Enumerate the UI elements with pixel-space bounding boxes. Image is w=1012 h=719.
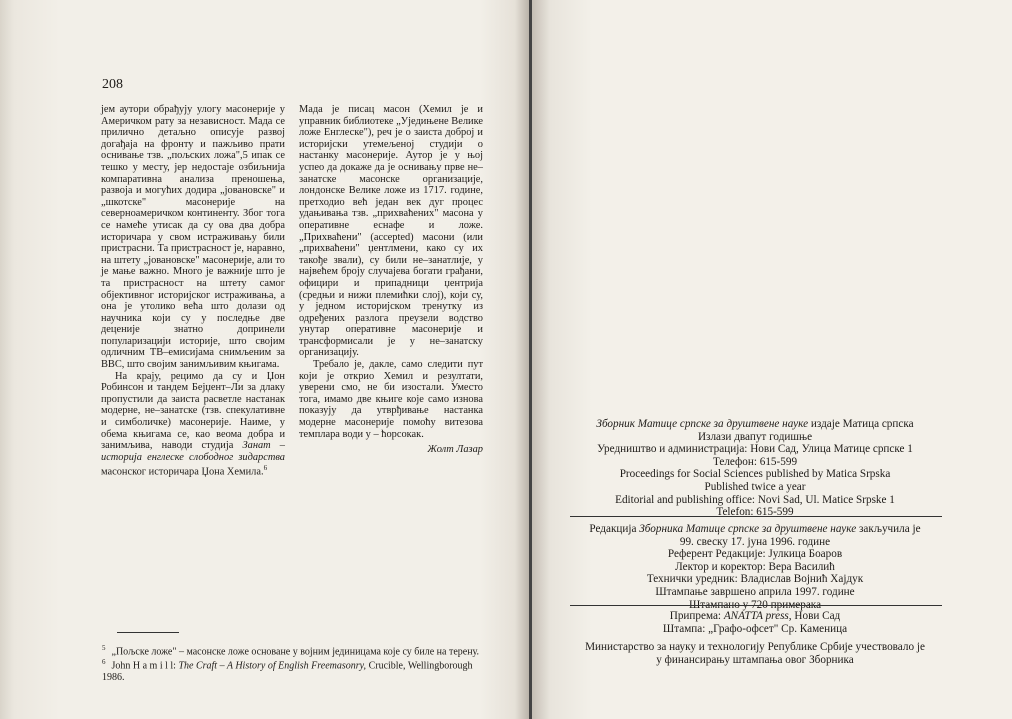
footnote-rule [117, 632, 179, 633]
colophon-editorial: Редакција Зборника Матице српске за друштвене науке закључила је 99. свеску 17. јуна 1996. године Референт Редакције: Јулкица Боаров Лектор и коректор: Вера Василић Технички уредник: Владислав Војнић Хајдук Штампање завршено априла 1997. године Штампано у 720 примерака [589, 523, 921, 611]
paragraph: Требало је, дакле, само следити пут који је открио Хемил и резултати, уверени смо, не би изостали. Уместо тога, имамо две књиге које само изнова показују да утврђивање настанка модерне масонерије помоћу витезова темплара води у – ћорсокак. [299, 359, 483, 440]
text-column-right [299, 104, 483, 456]
author-signature: Жолт Лазар [427, 444, 483, 456]
footnote-ref: 6 [263, 464, 268, 473]
colophon-sponsor: Министарство за науку и технологију Републике Србије учествовало је у финансирању штампања овог Зборника [585, 641, 925, 666]
book-title: Занат – историја енглеске слободног зидарства [101, 440, 285, 463]
colophon-print: Припрема: ANATTA press, Нови Сад Штампа: „Графо-офсет" Ср. Каменица [662, 610, 848, 635]
page-number: 208 [102, 77, 123, 92]
text-column-left [101, 104, 285, 478]
paragraph: Мада је писац масон (Хемил је и управник библиотеке „Уједињене Велике ложе Енглеске"), реч је о заиста доброј и историјски утемељеној студији о настанку масонерије. Аутор је у њој успео да докаже да је оснивању прве не–занатске масонске организације, лондонске Велике ложе из 1717. године, претходио већ један век дуг процес удањивања тзв. „прихваћених" масона у оперативне еснафе и ложе. „Прихваћени" (accepted) масони (или „прихваћени" џентлмени, како су их такође звали), су били не–занатлије, у највећем броју случајева богати грађани, официри и припадници џентрија (средњи и нижи племићки слој), који су, у једном историјском тренутку из одређених разлога преузели водство унутар оперативне масонерије и трансформисали је у не–занатску организацију. [299, 104, 483, 359]
divider [570, 605, 942, 606]
footnote-5: $^5$ „Пољске ложе" – масонске ложе основане у војним јединицама које су биле на терену. [102, 644, 480, 658]
paragraph: јем аутори обрађују улогу масонерије у Америчком рату за независност. Мада се прилично детаљно описује развој догађаја на фронту и пажљиво прати оснивање тзв. „пољских ложа",5 ипак се тешко у месту, јер недостаје озбиљнија компаративна анализа преношења, развоја и могућих додира „јовановске" и „шкотске" масонерије на северноамеричком континенту. Због тога се намеће утисак да су ова два добра историчара у свом истраживању били пристрасни. Та пристрасност је, наравно, на штету „јовановске" масонерије, али то је мање важно. Много је важније што је та пристрасност на штету самог објективног историјског истраживања, а она је утолико већа што долази од научника који су у последње две деценије знатно допринели популаризацији историје, што својим одличним ТВ–емисијама снимљеним за ВВС, што својим занимљивим књигама. [101, 104, 285, 371]
paragraph: На крају, рецимо да су и Џон Робинсон и тандем Бејџент–Ли за длаку пропустили да заиста расветле настанак модерне, не–занатске (тзв. спекулативне и симболичке) масонерије. Наиме, у обема књигама се, као веома добра и занимљива, наводи студија Занат – историја енглеске слободног зидарства масонског историчара Џона Хемила.$^6$ [101, 370, 285, 478]
divider [570, 516, 942, 517]
colophon-publisher-info: Зборник Матице српске за друштвене науке издаје Матица српска Излази двапут годишње Уредништво и администрација: Нови Сад, Улица Матице српске 1 Телефон: 615-599 Proceedings for Social Sciences published by Matica Srpska Published twice a year Editorial and publishing office: Novi Sad, Ul. Matice Srpske 1 Telefon: 615-599 [596, 418, 914, 519]
footnote-6: $^6$ John H a m i l l: The Craft – A History of English Freemasonry, Crucible, Wellingborough 1986. [102, 658, 473, 684]
